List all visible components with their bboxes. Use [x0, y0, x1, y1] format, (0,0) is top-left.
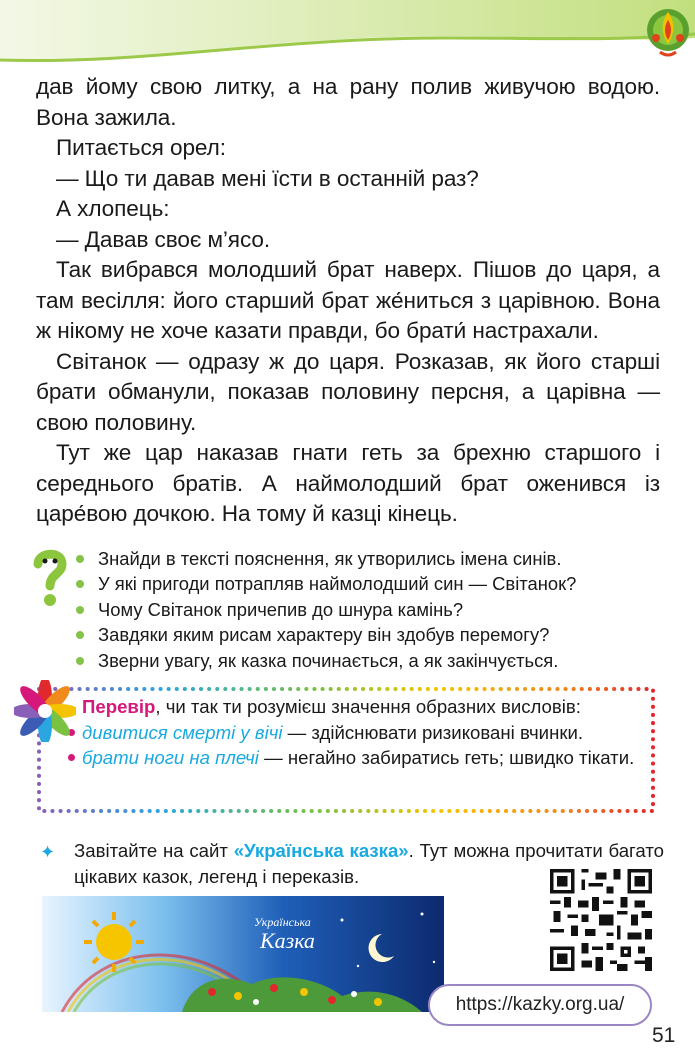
story-text	[36, 72, 660, 530]
expression-item: дивитися смерті у вічі — здійснювати ризиковані вчинки.	[54, 720, 648, 746]
qr-code[interactable]	[550, 868, 652, 972]
check-box	[36, 686, 656, 814]
ornament-icon	[642, 2, 694, 60]
site-name[interactable]: «Українська казка»	[233, 840, 409, 861]
story-paragraph: Питається орел:	[56, 135, 226, 160]
question-item: У які пригоди потрапляв наймолодший син — Світанок?	[72, 571, 672, 596]
expression-phrase: дивитися смерті у вічі	[82, 721, 283, 743]
expression-phrase: брати ноги на плечі	[82, 747, 259, 768]
banner-title-line1: Українська	[254, 915, 311, 929]
story-paragraph: Так вибрався молодший брат наверх. Пішов до царя, а там весілля: його старший брат же́ниться з царівною. Вона ж нікому не хоче казати правди, бо брати́ настрахали.	[36, 257, 660, 343]
expression-item: брати ноги на плечі — негайно забиратись геть; швидко тікати.	[54, 745, 648, 771]
check-text	[82, 694, 648, 771]
bullet-icon	[76, 580, 84, 588]
question-item: Знайди в тексті пояснення, як утворились імена синів.	[72, 546, 672, 571]
story-paragraph: А хлопець:	[56, 196, 170, 221]
question-list	[72, 546, 672, 673]
flower-icon	[14, 680, 76, 742]
check-intro: Перевір, чи так ти розумієш значення образних висловів:	[82, 696, 581, 717]
star-icon: ✦	[40, 842, 56, 862]
bullet-icon	[76, 606, 84, 614]
site-url-link[interactable]: https://kazky.org.ua/	[428, 984, 652, 1026]
story-paragraph: — Що ти давав мені їсти в останній раз?	[56, 165, 479, 191]
check-lead: Перевір	[82, 696, 156, 717]
question-mark-icon	[30, 548, 70, 610]
site-recommendation: Завітайте на сайт «Українська казка». Тут можна прочитати багато цікавих казок, легенд і переказів.	[74, 840, 664, 887]
story-paragraph: Тут же цар наказав гнати геть за брехню старшого і середнього братів. А наймолодший брат оженився із царе́вою дочкою. На тому й казці кінець.	[36, 440, 660, 526]
bullet-icon	[76, 555, 84, 563]
story-paragraph: — Давав своє м’ясо.	[56, 226, 271, 252]
story-paragraph: дав йому свою литку, а на рану полив живучою водою. Вона зажила.	[36, 74, 660, 130]
kazka-banner-image	[42, 896, 444, 1012]
question-item: Чому Світанок причепив до шнура камінь?	[72, 597, 672, 622]
question-item: Зверни увагу, як казка починається, а як закінчується.	[72, 648, 672, 673]
page-number: 51	[652, 1024, 676, 1047]
banner-title-line2: Казка	[260, 928, 315, 953]
top-decorative-band	[0, 0, 695, 80]
question-item: Завдяки яким рисам характеру він здобув перемогу?	[72, 622, 672, 647]
bullet-icon	[68, 754, 75, 761]
story-paragraph: Світанок — одразу ж до царя. Розказав, як його старші брати обманули, показав половину персня, а царівна — свою половину.	[36, 348, 660, 435]
bullet-icon	[76, 631, 84, 639]
bullet-icon	[76, 657, 84, 665]
